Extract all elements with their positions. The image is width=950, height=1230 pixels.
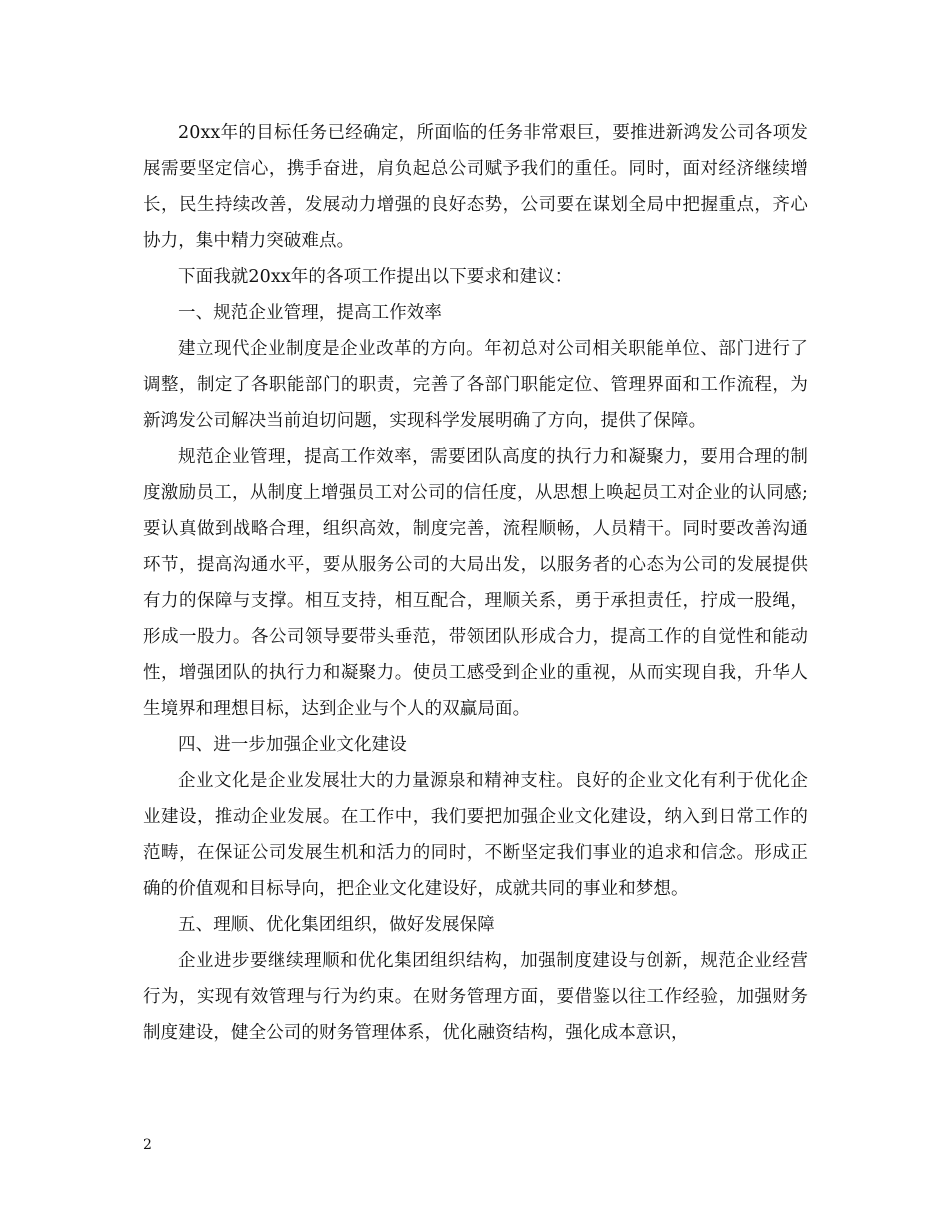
section-heading-organization: 五、理顺、优化集团组织，做好发展保障 [178, 915, 495, 935]
paragraph-organization: 企业进步要继续理顺和优化集团组织结构，加强制度建设与创新，规范企业经营行为，实现有效管理与行为约束。在财务管理方面，要借鉴以往工作经验，加强财务制度建设，健全公司的财务管理体系，优化融资结构，强化成本意识， [143, 951, 808, 1043]
page-number: 2 [143, 1137, 152, 1153]
section-heading-culture: 四、进一步加强企业文化建设 [178, 735, 407, 755]
paragraph-modern-enterprise: 建立现代企业制度是企业改革的方向。年初总对公司相关职能单位、部门进行了调整，制定了各职能部门的职责，完善了各部门职能定位、管理界面和工作流程，为新鸿发公司解决当前迫切问题，实现科学发展明确了方向，提供了保障。 [143, 339, 808, 431]
document-body [143, 115, 808, 1051]
paragraph-intro: 20xx年的目标任务已经确定，所面临的任务非常艰巨，要推进新鸿发公司各项发展需要坚定信心，携手奋进，肩负起总公司赋予我们的重任。同时，面对经济继续增长，民生持续改善，发展动力增强的良好态势，公司要在谋划全局中把握重点，齐心协力，集中精力突破难点。 [143, 123, 808, 251]
paragraph-enterprise-culture: 企业文化是企业发展壮大的力量源泉和精神支柱。良好的企业文化有利于优化企业建设，推动企业发展。在工作中，我们要把加强企业文化建设，纳入到日常工作的范畴，在保证公司发展生机和活力的同时，不断坚定我们事业的追求和信念。形成正确的价值观和目标导向，把企业文化建设好，成就共同的事业和梦想。 [143, 771, 808, 899]
paragraph-requirements-intro: 下面我就20xx年的各项工作提出以下要求和建议： [178, 267, 573, 287]
paragraph-standardize-management: 规范企业管理，提高工作效率，需要团队高度的执行力和凝聚力，要用合理的制度激励员工，从制度上增强员工对公司的信任度，从思想上唤起员工对企业的认同感;要认真做到战略合理，组织高效，制度完善，流程顺畅，人员精干。同时要改善沟通环节，提高沟通水平，要从服务公司的大局出发，以服务者的心态为公司的发展提供有力的保障与支撑。相互支持，相互配合，理顺关系，勇于承担责任，拧成一股绳，形成一股力。各公司领导要带头垂范，带领团队形成合力，提高工作的自觉性和能动性，增强团队的执行力和凝聚力。使员工感受到企业的重视，从而实现自我，升华人生境界和理想目标，达到企业与个人的双赢局面。 [143, 447, 808, 719]
section-heading-management: 一、规范企业管理，提高工作效率 [178, 303, 442, 323]
